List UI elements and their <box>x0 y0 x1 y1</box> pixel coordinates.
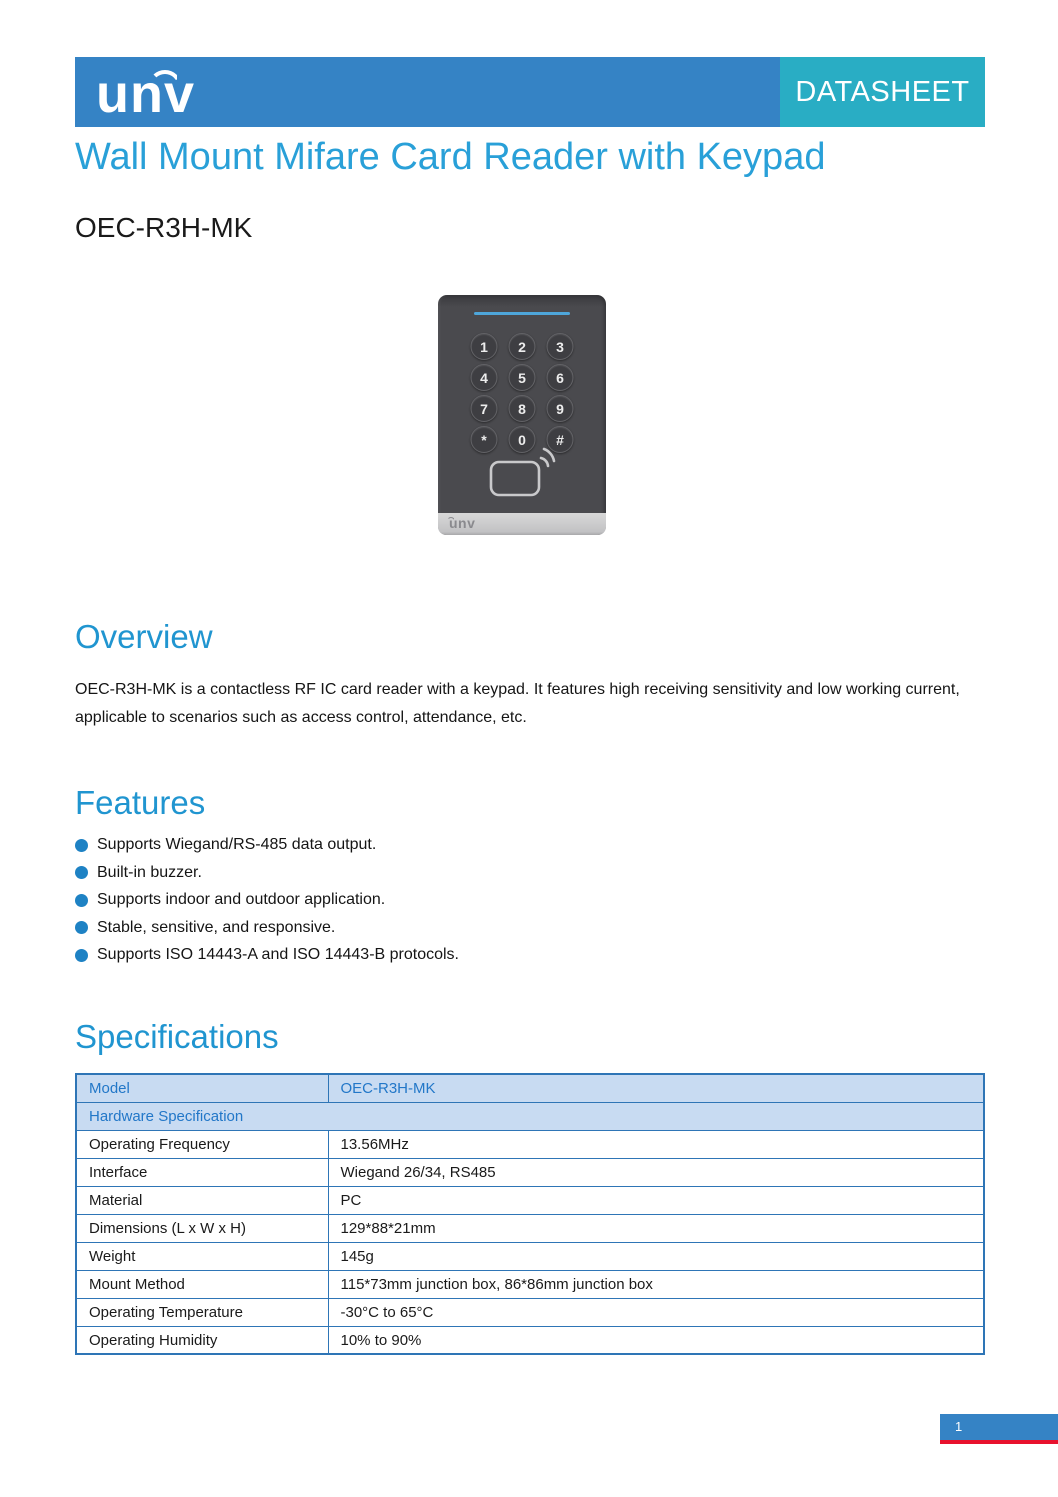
feature-text: Stable, sensitive, and responsive. <box>97 918 336 936</box>
table-row <box>76 1326 984 1354</box>
overview-text: OEC-R3H-MK is a contactless RF IC card reader with a keypad. It features high receiving sensitivity and low working current, applicable to scenarios such as access control, attendance, etc. <box>75 681 960 726</box>
spec-value: -30°C to 65°C <box>328 1298 984 1326</box>
feature-text: Supports Wiegand/RS-485 data output. <box>97 836 377 853</box>
spec-label: Dimensions (L x W x H) <box>76 1214 328 1242</box>
spec-value: 145g <box>328 1242 984 1270</box>
feature-item <box>75 946 985 964</box>
keypad-key: 8 <box>509 395 536 422</box>
bullet-icon <box>75 866 88 879</box>
spec-value: 129*88*21mm <box>328 1214 984 1242</box>
table-row-model <box>76 1074 984 1102</box>
feature-item <box>75 919 985 937</box>
spec-label: Interface <box>76 1158 328 1186</box>
keypad-key: 5 <box>509 364 536 391</box>
bullet-icon <box>75 949 88 962</box>
datasheet-badge <box>780 57 985 127</box>
keypad-key: 2 <box>509 333 536 360</box>
feature-text: Supports indoor and outdoor application. <box>97 891 386 908</box>
features-list <box>75 836 985 974</box>
keypad-key: 3 <box>547 333 574 360</box>
spec-label: Operating Temperature <box>76 1298 328 1326</box>
keypad-key: 1 <box>471 333 498 360</box>
spec-section-label: Hardware Specification <box>76 1102 984 1130</box>
features-heading: Features <box>75 784 206 821</box>
feature-item <box>75 891 985 909</box>
rfid-card-icon <box>488 445 556 499</box>
unv-logo-text: unv <box>96 64 196 124</box>
table-row <box>76 1158 984 1186</box>
bullet-icon <box>75 839 88 852</box>
spec-value: Wiegand 26/34, RS485 <box>328 1158 984 1186</box>
feature-item <box>75 864 985 882</box>
specifications-heading: Specifications <box>75 1018 279 1055</box>
feature-text: Built-in buzzer. <box>97 863 202 881</box>
table-section-row <box>76 1102 984 1130</box>
table-row <box>76 1242 984 1270</box>
product-image <box>438 295 606 535</box>
spec-value: OEC-R3H-MK <box>328 1074 984 1102</box>
spec-label: Mount Method <box>76 1270 328 1298</box>
page-title: Wall Mount Mifare Card Reader with Keypad <box>75 136 826 178</box>
spec-label: Model <box>76 1074 328 1102</box>
device-accent-line <box>474 312 570 315</box>
spec-label: Operating Humidity <box>76 1326 328 1354</box>
page-number-underline <box>940 1440 1058 1444</box>
spec-value: 115*73mm junction box, 86*86mm junction box <box>328 1270 984 1298</box>
device-base-strip <box>438 513 606 535</box>
bullet-icon <box>75 921 88 934</box>
overview-heading: Overview <box>75 618 213 655</box>
datasheet-badge-label: DATASHEET <box>795 75 970 108</box>
spec-value: 13.56MHz <box>328 1130 984 1158</box>
keypad-key: # <box>547 426 574 453</box>
keypad-key: 7 <box>471 395 498 422</box>
spec-value: PC <box>328 1186 984 1214</box>
spec-label: Material <box>76 1186 328 1214</box>
keypad-key: 0 <box>509 426 536 453</box>
header-bar <box>75 57 985 127</box>
specifications-table <box>75 1073 985 1355</box>
unv-logo <box>96 57 195 127</box>
feature-text: Supports ISO 14443-A and ISO 14443-B protocols. <box>97 946 459 963</box>
bullet-icon <box>75 894 88 907</box>
model-name: OEC-R3H-MK <box>75 212 253 243</box>
table-row <box>76 1186 984 1214</box>
keypad-key: 4 <box>471 364 498 391</box>
keypad-key: 6 <box>547 364 574 391</box>
device-brand-label: unv <box>449 515 476 531</box>
table-row <box>76 1270 984 1298</box>
spec-label: Weight <box>76 1242 328 1270</box>
page-number-badge <box>940 1414 1058 1440</box>
spec-label: Operating Frequency <box>76 1130 328 1158</box>
spec-value: 10% to 90% <box>328 1326 984 1354</box>
table-row <box>76 1214 984 1242</box>
table-row <box>76 1130 984 1158</box>
keypad-key: * <box>471 426 498 453</box>
device-keypad <box>471 333 574 453</box>
feature-item <box>75 836 985 854</box>
keypad-key: 9 <box>547 395 574 422</box>
page-number: 1 <box>955 1419 963 1434</box>
table-row <box>76 1298 984 1326</box>
